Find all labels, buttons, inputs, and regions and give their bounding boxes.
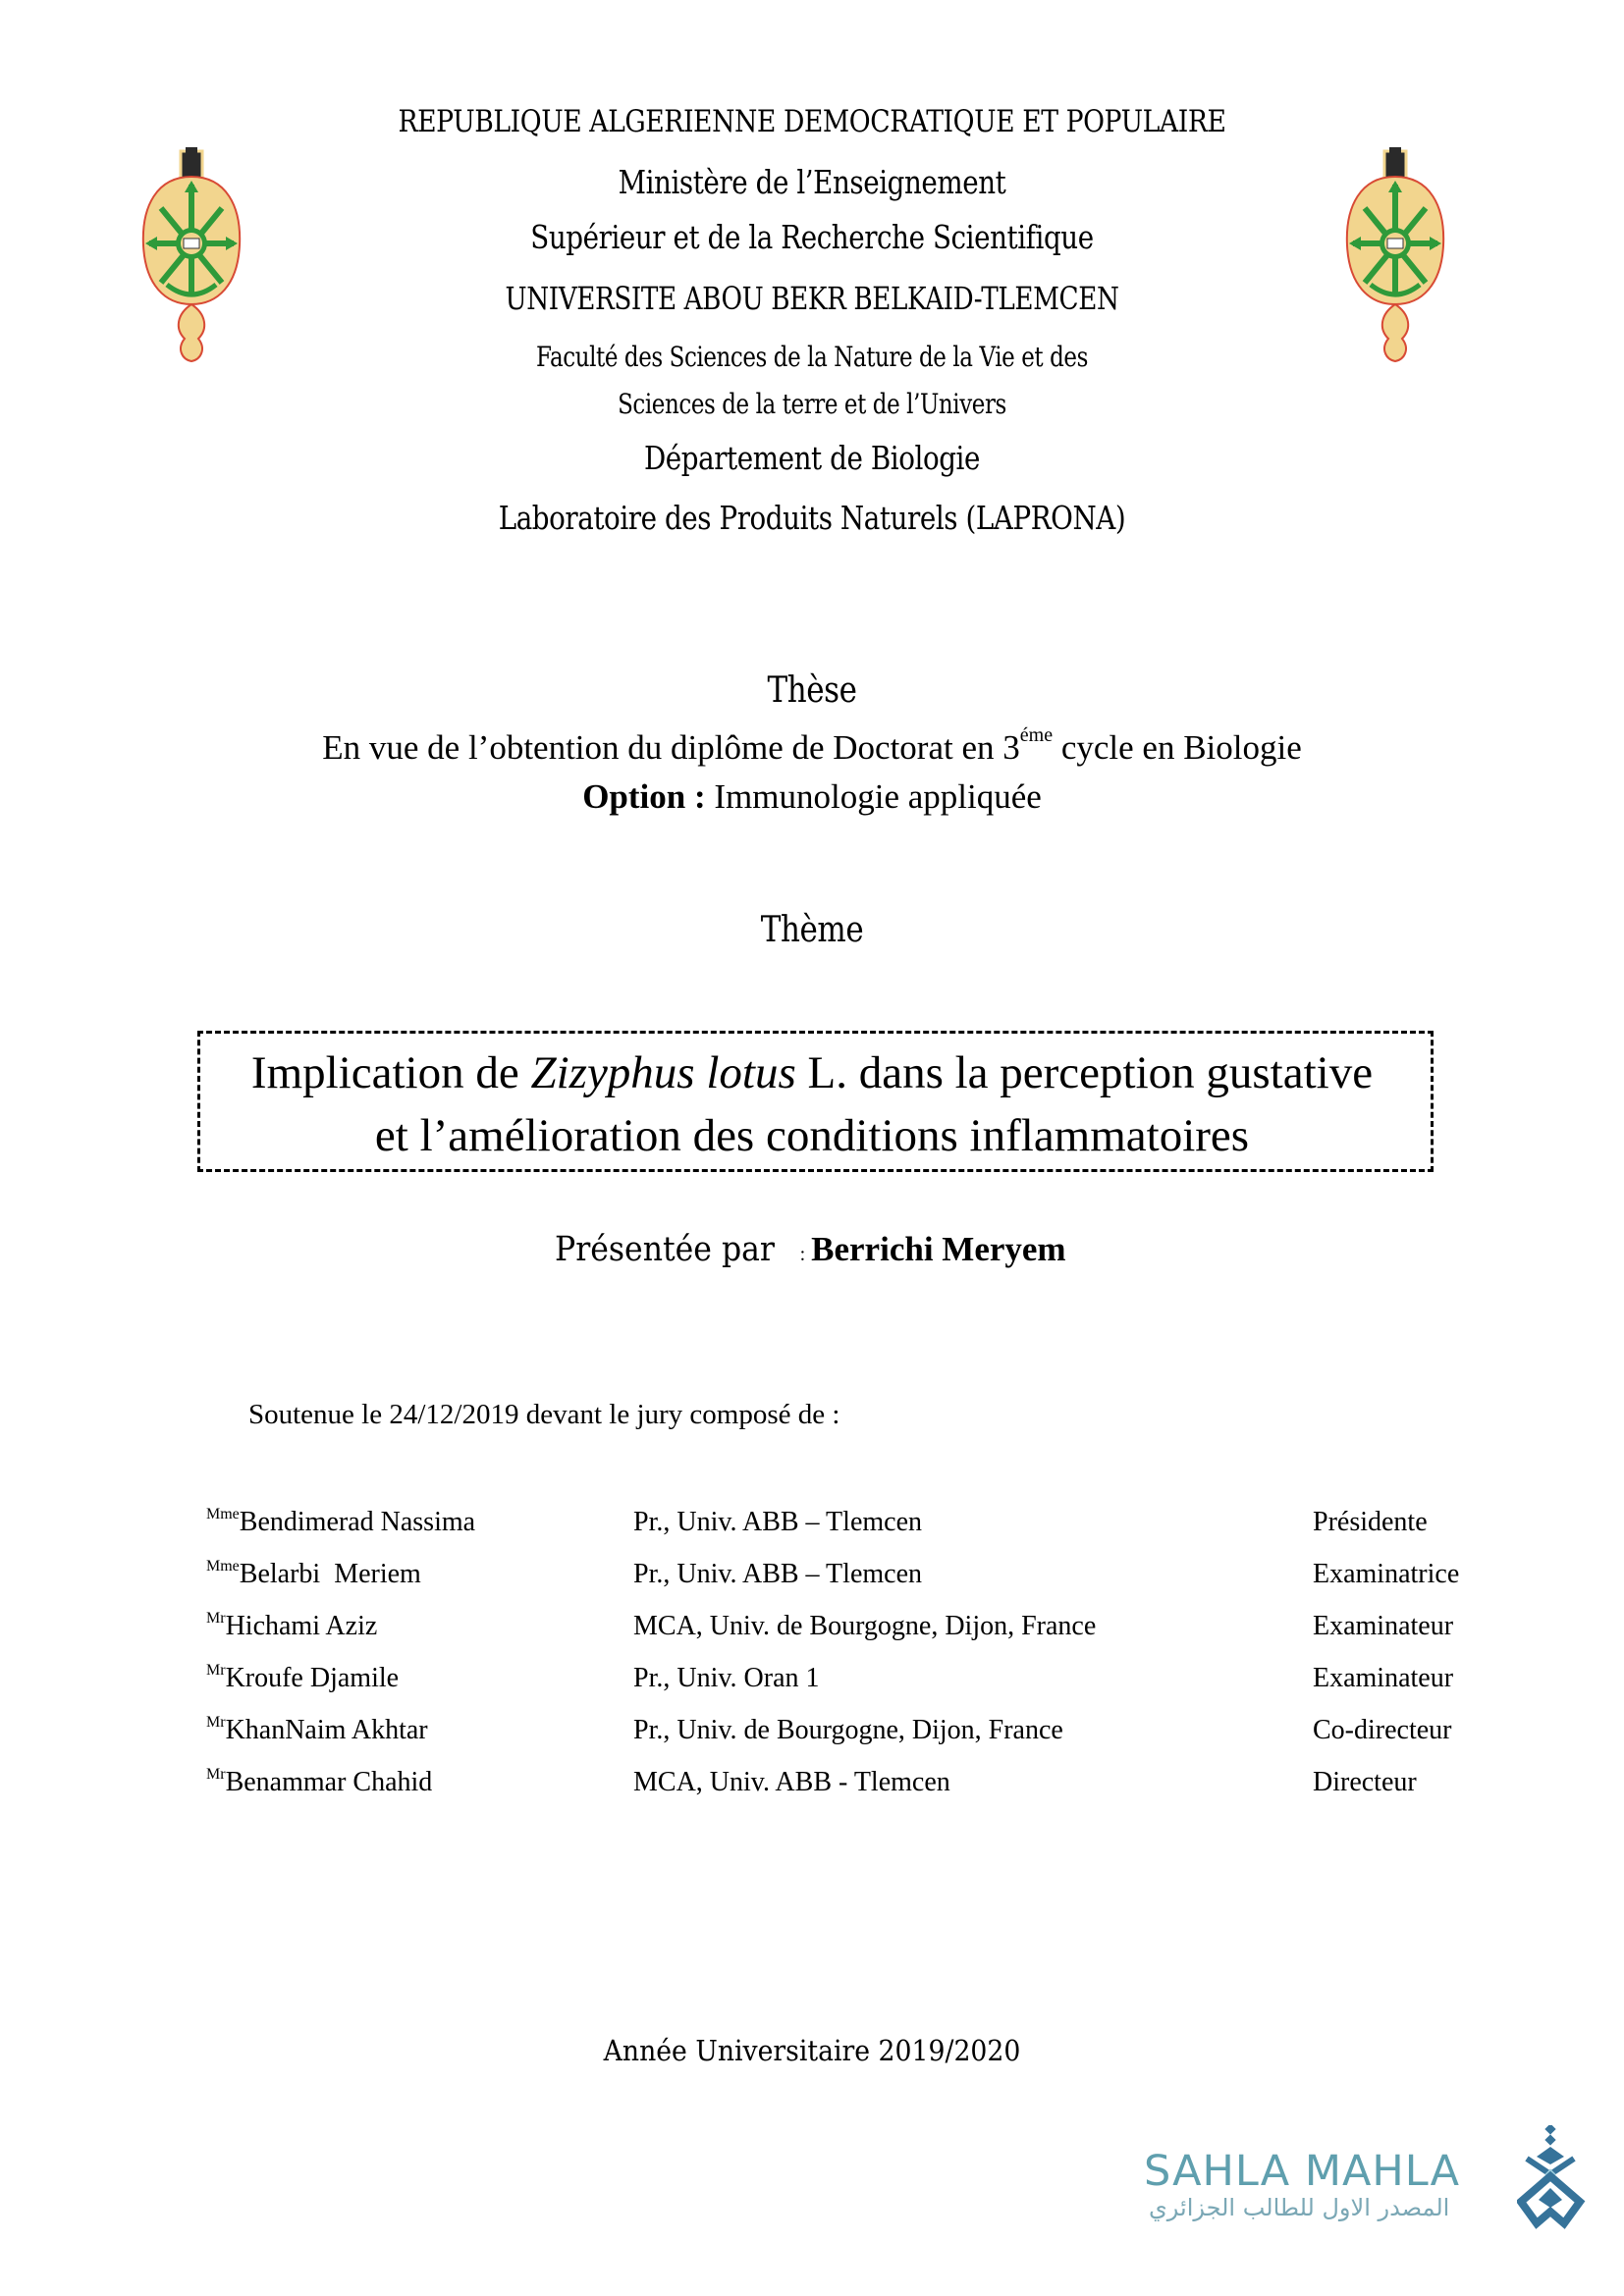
presenter-name: Berrichi Meryem <box>811 1230 1066 1268</box>
title-text: Implication de <box>250 1047 531 1098</box>
jury-honorific: Mme <box>206 1506 240 1522</box>
jury-role: Examinateur <box>1313 1663 1454 1693</box>
jury-honorific: Mme <box>206 1558 240 1575</box>
jury-row <box>0 1663 1624 1702</box>
jury-name <box>206 1611 377 1642</box>
jury-affiliation: MCA, Univ. ABB - Tlemcen <box>633 1767 950 1797</box>
title-text-end: L. dans la perception gustative <box>795 1047 1374 1098</box>
presenter-label: Présentée par <box>555 1230 775 1269</box>
theme-heading: Thème <box>760 910 864 950</box>
jury-row <box>0 1767 1624 1806</box>
thesis-title-line2: et l’amélioration des conditions inflammatoires <box>374 1110 1250 1161</box>
jury-name <box>206 1767 432 1798</box>
jury-affiliation: Pr., Univ. de Bourgogne, Dijon, France <box>633 1715 1063 1745</box>
jury-honorific: Mr <box>206 1766 226 1783</box>
jury-name-text: KhanNaim Akhtar <box>225 1715 428 1745</box>
thesis-purpose <box>0 724 1624 768</box>
jury-row <box>0 1611 1624 1650</box>
jury-name <box>206 1559 421 1590</box>
watermark-tagline: المصدر الاول للطالب الجزائري <box>1149 2194 1450 2221</box>
thesis-purpose-text-end: cycle en Biologie <box>1053 728 1302 767</box>
jury-affiliation: Pr., Univ. ABB – Tlemcen <box>633 1559 922 1589</box>
thesis-option <box>0 777 1624 817</box>
jury-affiliation: Pr., Univ. ABB – Tlemcen <box>633 1507 922 1537</box>
jury-name-text: Kroufe Djamile <box>225 1663 400 1693</box>
jury-name-text: Belarbi Meriem <box>239 1559 421 1589</box>
option-label: Option : <box>582 777 706 816</box>
header-ministry-cont: Supérieur et de la Recherche Scientifique <box>530 218 1094 256</box>
header-republic: REPUBLIQUE ALGERIENNE DEMOCRATIQUE ET POPULAIRE <box>398 104 1226 139</box>
defense-statement: Soutenue le 24/12/2019 devant le jury composé de : <box>248 1399 840 1430</box>
thesis-title-line1 <box>0 1046 1624 1099</box>
thesis-purpose-sup: éme <box>1019 724 1054 746</box>
jury-name-text: Bendimerad Nassima <box>239 1507 476 1537</box>
sahla-mahla-logo-icon <box>1517 2125 1586 2233</box>
jury-row <box>0 1559 1624 1598</box>
jury-row <box>0 1507 1624 1546</box>
jury-honorific: Mr <box>206 1662 226 1679</box>
thesis-heading: Thèse <box>767 670 857 711</box>
jury-name <box>206 1507 475 1538</box>
header-ministry: Ministère de l’Enseignement <box>618 163 1006 201</box>
header-university: UNIVERSITE ABOU BEKR BELKAID-TLEMCEN <box>505 280 1119 317</box>
jury-honorific: Mr <box>206 1610 226 1627</box>
header-laboratory: Laboratoire des Produits Naturels (LAPRONA) <box>498 499 1126 537</box>
watermark-brand: SAHLA MAHLA <box>1144 2147 1461 2196</box>
jury-role: Directeur <box>1313 1767 1417 1797</box>
title-species: Zizyphus lotus <box>530 1047 796 1098</box>
academic-year: Année Universitaire 2019/2020 <box>603 2034 1021 2067</box>
header-department: Département de Biologie <box>644 439 980 477</box>
jury-role: Examinatrice <box>1313 1559 1460 1589</box>
jury-name <box>206 1715 428 1746</box>
presenter-colon: : <box>799 1244 806 1265</box>
jury-role: Présidente <box>1313 1507 1428 1537</box>
jury-affiliation: Pr., Univ. Oran 1 <box>633 1663 820 1693</box>
jury-honorific: Mr <box>206 1714 226 1731</box>
sahla-mahla-watermark <box>1129 2143 1591 2231</box>
jury-name-text: Hichami Aziz <box>225 1611 378 1641</box>
jury-name <box>206 1663 399 1694</box>
jury-row <box>0 1715 1624 1754</box>
presenter <box>555 1230 1066 1269</box>
option-value: Immunologie appliquée <box>705 777 1042 816</box>
jury-name-text: Benammar Chahid <box>225 1767 433 1797</box>
thesis-purpose-text: En vue de l’obtention du diplôme de Doctorat en 3 <box>322 728 1020 767</box>
header-faculty-cont: Sciences de la terre et de l’Univers <box>618 388 1006 420</box>
jury-affiliation: MCA, Univ. de Bourgogne, Dijon, France <box>633 1611 1097 1641</box>
header-faculty: Faculté des Sciences de la Nature de la Vie et des <box>536 341 1088 373</box>
jury-role: Examinateur <box>1313 1611 1454 1641</box>
jury-role: Co-directeur <box>1313 1715 1452 1745</box>
